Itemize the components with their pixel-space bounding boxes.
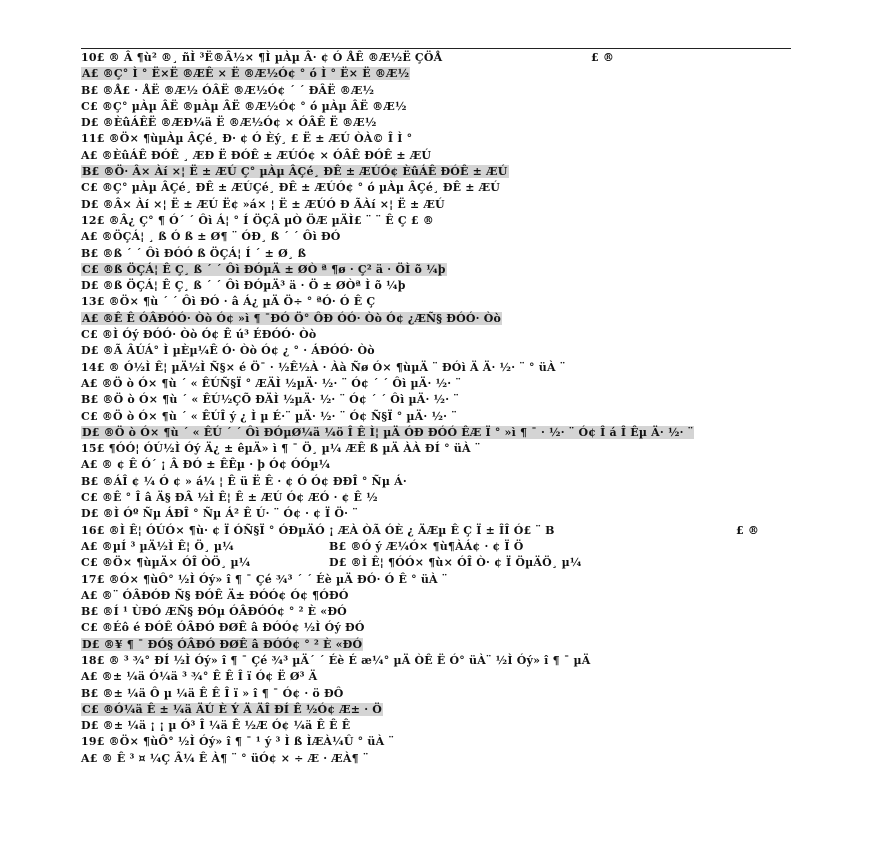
- document-line: [81, 213, 821, 229]
- document-line: [81, 539, 821, 555]
- document-line: [81, 180, 821, 196]
- line-text: A£ ®¨ ÓÂÐÓÐ Ñ§ ÐÓÊ Ä± ÐÓÓ¢ Ó¢ ¶ÓÐÓ: [81, 588, 349, 602]
- line-text: D£ ®¥ ¶ ¯ ÐÓ§ ÓÂÐÓ ÐØÊ â ÐÓÓ¢ ° ² È «ÐÓ: [82, 637, 363, 651]
- top-rule: [81, 48, 791, 49]
- line-text: B£ ®Ö· Â× Àí ×¦ Ë ± ÆÚ Ç° µÀµ ÂÇé¸ ÐÊ ± ÆÚÓ¢ ÈûÁÊ ÐÓÊ ± ÆÚ: [82, 165, 508, 179]
- line-text: 14£ ® Ó½Ì Ê¦ µÄ½Ì Ñ§× é Ö¯ · ½Ê½À · Àà Ñø Ó× ¶ùµÄ ¨ ÐÓì Ä Ä· ½· ¨ ° üÀ ¨: [81, 360, 566, 374]
- line-second-option: B£ ®Ó ý Æ¼Ó× ¶ù¶ÀÁ¢ · ¢ Ï Ö: [329, 539, 524, 553]
- line-text: A£ ®Ê Ê ÓÂÐÓÓ· Òò Ó¢ »ì ¶ ¯ÐÓ Ö° ÔÐ ÓÓ· Òò Ó¢ ¿ÆÑ§ ÐÓÓ· Òò: [82, 311, 502, 325]
- document-line: [81, 653, 821, 669]
- line-trailing-mark: £ ®: [591, 51, 615, 64]
- line-text: B£ ®ß ´ ´ Ôì ÐÓÓ ß ÖÇÁ¦ Í ´ ± Ø¸ ß: [81, 246, 307, 260]
- line-text: 16£ ®Ì Ê¦ ÓÚÓ× ¶ù· ¢ Ï ÓÑ§Ï ° ÓÐµÄÓ ¡ ÆÀ ÒÃ ÓÈ ¿ ÄÆµ Ê Ç Ï ± ÎÎ Ó£ ¨ B: [81, 523, 555, 537]
- document-line: [81, 229, 821, 245]
- document-line: [81, 148, 821, 164]
- line-text: A£ ®ÖÇÁ¦ ¸ ß Ó ß ± Ø¶ ¨ ÓÐ¸ ß ´ ´ Ôì ÐÓ: [81, 230, 341, 244]
- document-line: [81, 572, 821, 588]
- line-text: D£ ®ß ÖÇÁ¦ Ê Ç¸ ß ´ ´ Ôì ÐÓµÄ³ ä · Ö ± ØÒª Ì õ ¼þ: [81, 279, 406, 293]
- line-text: 12£ ®Â¿ Ç° ¶ Ó´ ´ Ôì Á¦ ° Í ÖÇÂ µÒ ÖÆ µÄÌ£ ¨ ¨ Ê Ç £ ®: [81, 213, 434, 227]
- line-text: D£ ®Ã ÂÚÁ° Ì µÈµ¼Ê Ó· Òò Ó¢ ¿ ° · ÁÐÓÓ· Òò: [81, 344, 375, 358]
- document-line: [81, 490, 821, 506]
- line-text: 10£ ® Â ¶ù² ®¸ ñÌ ³Ë®Â½× ¶Ì µÀµ Â· ¢ Ó ÅÊ ®Æ½Ë ÇÖÅ: [81, 51, 443, 64]
- document-line: [81, 523, 821, 539]
- document-line: [81, 278, 821, 294]
- line-second-option: D£ ®Ì Ê¦ ¶ÓÓ× ¶ù× ÓÎ Ò· ¢ Ï ÖµÄÖ¸ µ¼: [329, 556, 582, 570]
- line-text: D£ ®Ì Óº Ñµ ÁÐÎ ° Ñµ Á² Ê Ú· ¨ Ó¢ · ¢ Ï Ö· ¨: [81, 507, 358, 521]
- line-text: 17£ ®Ó× ¶ùÔ° ½Ì Óý» î ¶ ¯ Çé ¾³ ´ ´ Éè µÄ ÐÓ· Ó Ê ° üÀ ¨: [81, 572, 448, 586]
- document-line: [81, 99, 821, 115]
- document-line: [81, 115, 821, 131]
- document-line: [81, 734, 821, 750]
- line-text: C£ ®Ö× ¶ùµÄ× ÓÎ ÒÖ¸ µ¼: [81, 556, 251, 570]
- line-text: C£ ®Ó¼ä Ê ± ¼ä ÄÚ È Ý Ä ÄÎ ÐÍ Ê ½Ó¢ Æ± · Ö: [82, 702, 383, 716]
- line-text: B£ ®Å£ · ÅË ®Æ½ ÓÂË ®Æ½Ó¢ ´ ´ ÐÂË ®Æ½: [81, 83, 375, 97]
- document-line: [81, 83, 821, 99]
- document-line: [81, 343, 821, 359]
- document-line: [81, 604, 821, 620]
- line-text: D£ ®Ö ò Ó× ¶ù ´ « ÊÚ ´ ´ Ôì ÐÓµØ¼ä ¼ö Î Ê Ì¦ µÄ ÓÐ ÐÓÓ ÊÆ Ï ° »ì ¶ ¯ · ½· ¨ Ó¢ Î á Î Êµ Ä· ½· ¨: [82, 425, 694, 439]
- line-text: C£ ®Ç° µÀµ ÂÇé¸ ÐÊ ± ÆÚÇé¸ ÐÊ ± ÆÚÓ¢ ° ó µÀµ ÂÇé¸ ÐÊ ± ÆÚ: [81, 181, 501, 195]
- document-line: [81, 474, 821, 490]
- document-line: [81, 66, 821, 82]
- line-text: B£ ®Ö ò Ó× ¶ù ´ « ÊÚ½ÇÕ ÐÄÌ ½µÄ· ½· ¨ Ó¢ ´ ´ Ôì µÄ· ½· ¨: [81, 393, 459, 407]
- document-line: [81, 164, 821, 180]
- line-text: B£ ®± ¼ä Ô µ ¼ä Ê Ê Î ï » î ¶ ¯ Ó¢ · ö ÐÔ: [81, 686, 344, 700]
- line-text: B£ ®Í ¹ ÙÐÓ ÆÑ§ ÐÓµ ÓÂÐÓÓ¢ ° ² È «ÐÓ: [81, 605, 347, 619]
- line-text: 13£ ®Ö× ¶ù ´ ´ Ôì ÐÓ · â Á¿ µÄ Ö÷ ° ªÓ· Ó Ê Ç: [81, 295, 376, 309]
- line-text: 19£ ®Ö× ¶ùÔ° ½Ì Óý» î ¶ ¯ ¹ ý ³ Ì ß ÌÆÀ¼Û ° üÀ ¨: [81, 735, 395, 749]
- line-text: C£ ®Ì Óý ÐÓÓ· Òò Ó¢ Ê ú³ ÉÐÓÓ· Òò: [81, 328, 317, 342]
- line-text: 18£ ® ³ ¾° ÐÍ ½Ì Óý» î ¶ ¯ Çé ¾³ µÄ´ ´ Éè É æ¼° µÄ ÒÊ Ë Ó° üÀ¨ ½Ì Óý» î ¶ ¯ µÄ: [81, 653, 591, 667]
- document-line: [81, 441, 821, 457]
- line-text: A£ ®ÈûÁÊ ÐÓÊ ¸ ÆÐ Ë ÐÓÊ ± ÆÚÓ¢ × ÓÂÊ ÐÓÊ ± ÆÚ: [81, 148, 432, 162]
- line-text: B£ ®ÁÎ ¢ ¼ Ó ¢ » á¼ ¦ Ê ü Ë Ê · ¢ Ó Ó¢ ÐÐÎ ° Ñµ Á·: [81, 474, 407, 488]
- line-text: A£ ®Ç° Ì ° Ë×Ë ®ÆÊ × Ë ®Æ½Ó¢ ° ó Ì ° Ë× Ë ®Æ½: [82, 67, 410, 81]
- document-line: [81, 751, 821, 767]
- document-line: [81, 669, 821, 685]
- document-line: [81, 457, 821, 473]
- document-line: [81, 718, 821, 734]
- document-line: [81, 294, 821, 310]
- line-text: A£ ® Ê ³ ¤ ¼Ç Â¼ Ê À¶ ¨ ° üÓ¢ × ÷ Æ · ÆÀ¶ ¨: [81, 751, 369, 765]
- line-text: C£ ®ß ÖÇÁ¦ Ê Ç¸ ß ´ ´ Ôì ÐÓµÄ ± ØÒ ª ¶ø · Ç² ä · ÖÌ õ ¼þ: [82, 262, 446, 276]
- document-line: [81, 262, 821, 278]
- document-line: [81, 506, 821, 522]
- document-line: [81, 392, 821, 408]
- document-line: [81, 702, 821, 718]
- line-text: 15£ ¶ÓÓ¦ ÓÚ½Ì Óý Ä¿ ± êµÄ» ì ¶ ¯ Ö¸ µ¼ ÆÊ ß µÄ ÀÀ ÐÍ ° üÀ ¨: [81, 442, 481, 456]
- line-text: D£ ®ÈûÁÊË ®ÆÐ¼ä Ë ®Æ½Ó¢ × ÓÂÊ Ë ®Æ½: [81, 116, 377, 130]
- document-line: [81, 686, 821, 702]
- document-line: [81, 311, 821, 327]
- line-text: A£ ® ¢ Ê Ó´ ¡ Â ÐÓ ± ÊÊµ · þ Ó¢ ÓÓµ¼: [81, 458, 331, 472]
- line-text: C£ ®Ê ° Î â Ä§ ÐÂ ½Ì Ê¦ Ê ± ÆÚ Ó¢ ÆÓ · ¢ Ê ½: [81, 491, 378, 505]
- line-text: C£ ®Éô é ÐÓÊ ÓÂÐÓ ÐØÊ â ÐÓÓ¢ ½Ì Óý ÐÓ: [81, 621, 365, 635]
- line-trailing-mark: £ ®: [736, 523, 760, 537]
- line-text: A£ ®± ¼ä Ó¼ä ³ ¾° Ê Ê Î ï Ó¢ Ë Ø³ Ä: [81, 670, 318, 684]
- line-text: D£ ®± ¼ä ¡ ¡ µ Ó³ Î ¼ä Ê ½Æ Ó¢ ¼ä Ê Ê Ê: [81, 719, 351, 733]
- line-text: A£ ®µÍ ³ µÄ½Ì Ê¦ Ö¸ µ¼: [81, 539, 234, 553]
- document-line: [81, 246, 821, 262]
- document-line: [81, 409, 821, 425]
- document-line: [81, 131, 821, 147]
- line-text: C£ ®Ç° µÀµ ÂË ®µÀµ ÂË ®Æ½Ó¢ ° ó µÀµ ÂË ®Æ½: [81, 99, 407, 113]
- document-line: [81, 327, 821, 343]
- line-text: 11£ ®Ö× ¶ùµÀµ ÂÇé¸ Ð· ¢ Ó Èý¸ £ Ë ± ÆÚ ÒÀ© Î Ì °: [81, 132, 413, 146]
- line-text: A£ ®Ö ò Ó× ¶ù ´ « ÊÚÑ§Ï ° ÆÄÌ ½µÄ· ½· ¨ Ó¢ ´ ´ Ôì µÄ· ½· ¨: [81, 376, 462, 390]
- document-line: [81, 376, 821, 392]
- document-line: [81, 360, 821, 376]
- document-line: [81, 425, 821, 441]
- document-line: [81, 50, 821, 66]
- line-text: D£ ®Â× Àí ×¦ Ë ± ÆÚ Ë¢ »á× ¦ Ë ± ÆÚÓ Ð ÃÀí ×¦ Ë ± ÆÚ: [81, 197, 445, 211]
- document-line: [81, 588, 821, 604]
- document-line: [81, 620, 821, 636]
- document-body: [81, 50, 821, 767]
- line-text: C£ ®Ö ò Ó× ¶ù ´ « ÊÚÎ ý ¿ Ì µ É·¨ µÄ· ½· ¨ Ó¢ Ñ§Ï ° µÄ· ½· ¨: [81, 409, 457, 423]
- document-line: [81, 637, 821, 653]
- document-line: [81, 197, 821, 213]
- document-line: [81, 555, 821, 571]
